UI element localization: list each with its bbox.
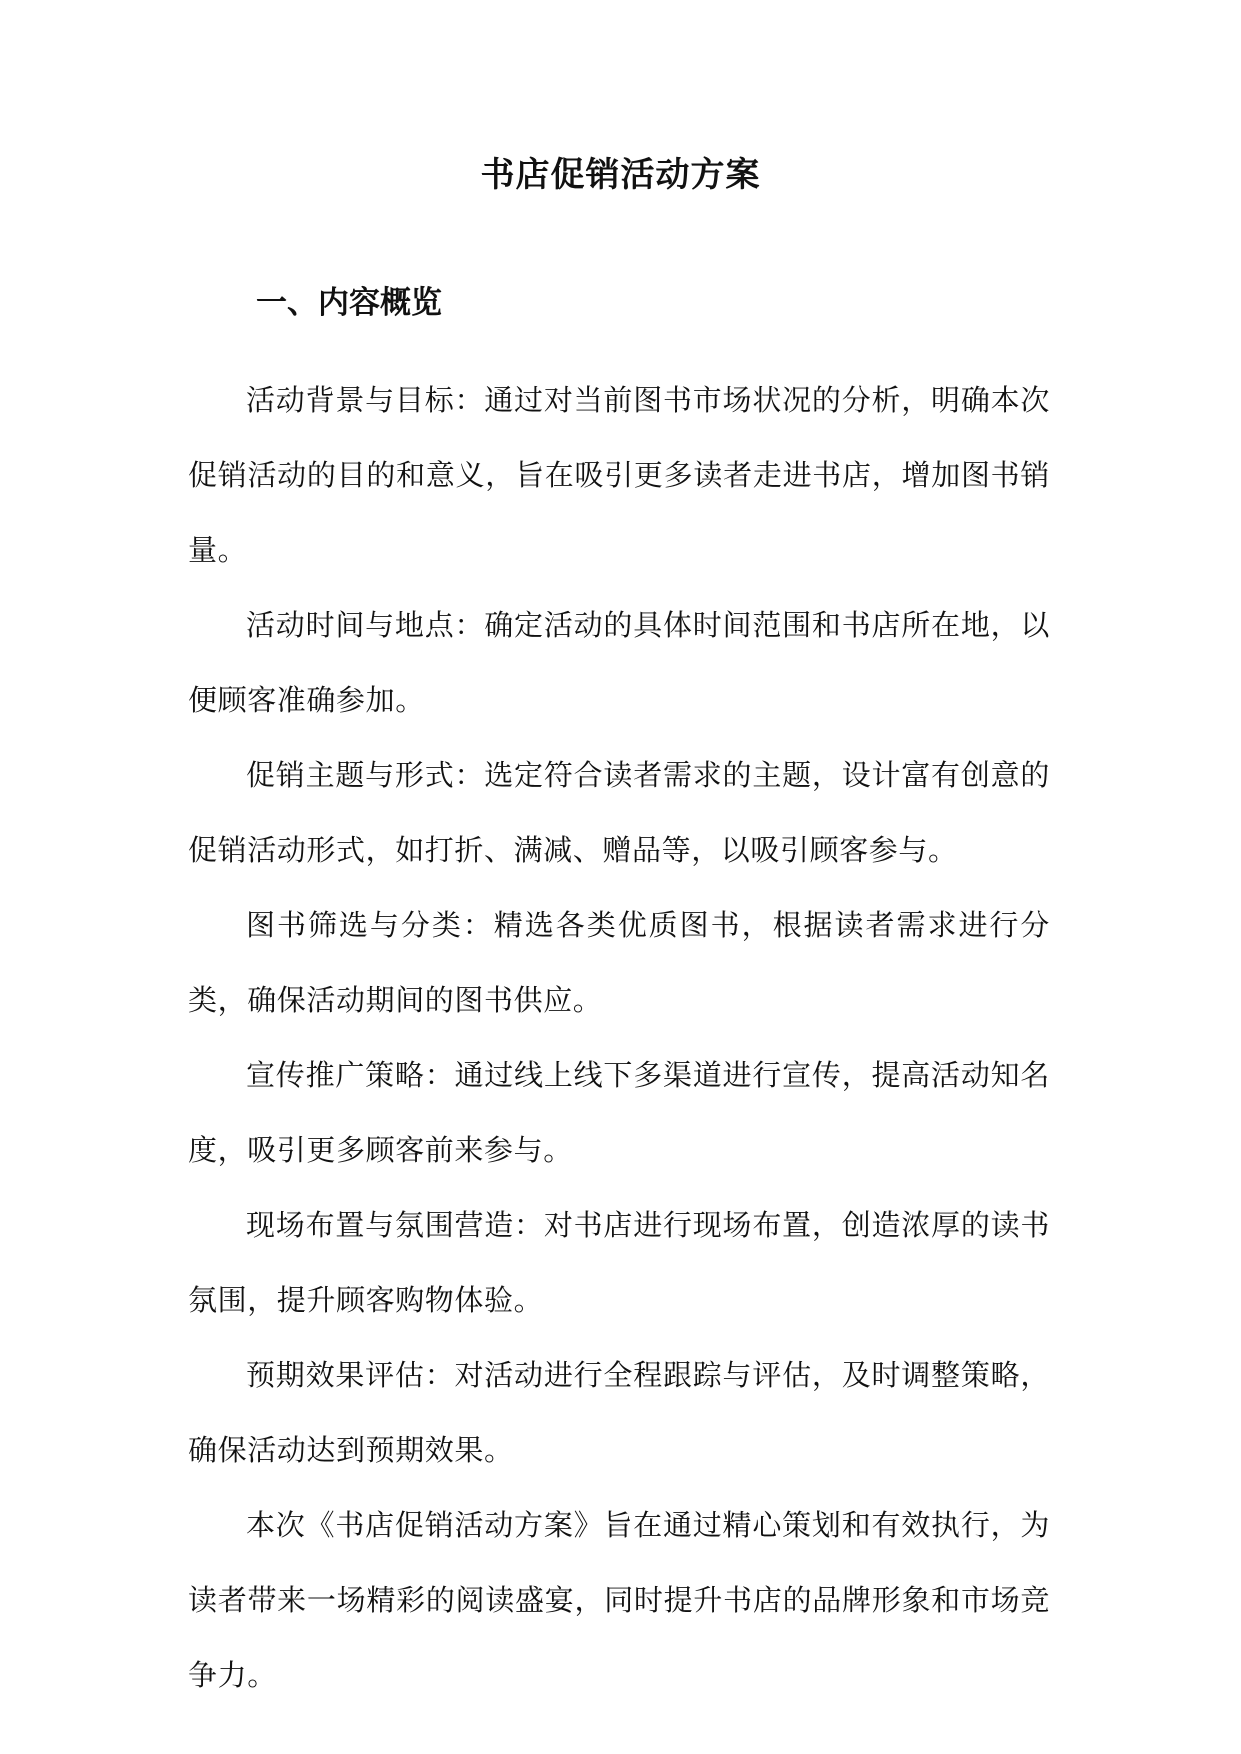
body-text xyxy=(188,363,1050,1713)
paragraph-theme-format: 促销主题与形式：选定符合读者需求的主题，设计富有创意的促销活动形式，如打折、满减、赠品等，以吸引顾客参与。 xyxy=(188,758,1050,867)
paragraph-summary: 本次《书店促销活动方案》旨在通过精心策划和有效执行，为读者带来一场精彩的阅读盛宴，同时提升书店的品牌形象和市场竞争力。 xyxy=(188,1508,1050,1692)
paragraph-venue-atmosphere: 现场布置与氛围营造：对书店进行现场布置，创造浓厚的读书氛围，提升顾客购物体验。 xyxy=(188,1208,1050,1317)
paragraph-book-selection: 图书筛选与分类：精选各类优质图书，根据读者需求进行分类，确保活动期间的图书供应。 xyxy=(188,908,1050,1017)
paragraph-effect-evaluation: 预期效果评估：对活动进行全程跟踪与评估，及时调整策略，确保活动达到预期效果。 xyxy=(188,1358,1050,1467)
paragraph-time-place: 活动时间与地点：确定活动的具体时间范围和书店所在地，以便顾客准确参加。 xyxy=(188,608,1050,717)
document-title: 书店促销活动方案 xyxy=(480,155,761,195)
section-heading: 一、内容概览 xyxy=(256,285,442,321)
paragraph-promotion-strategy: 宣传推广策略：通过线上线下多渠道进行宣传，提高活动知名度，吸引更多顾客前来参与。 xyxy=(188,1058,1050,1167)
paragraph-background-goals: 活动背景与目标：通过对当前图书市场状况的分析，明确本次促销活动的目的和意义，旨在吸引更多读者走进书店，增加图书销量。 xyxy=(188,383,1050,567)
